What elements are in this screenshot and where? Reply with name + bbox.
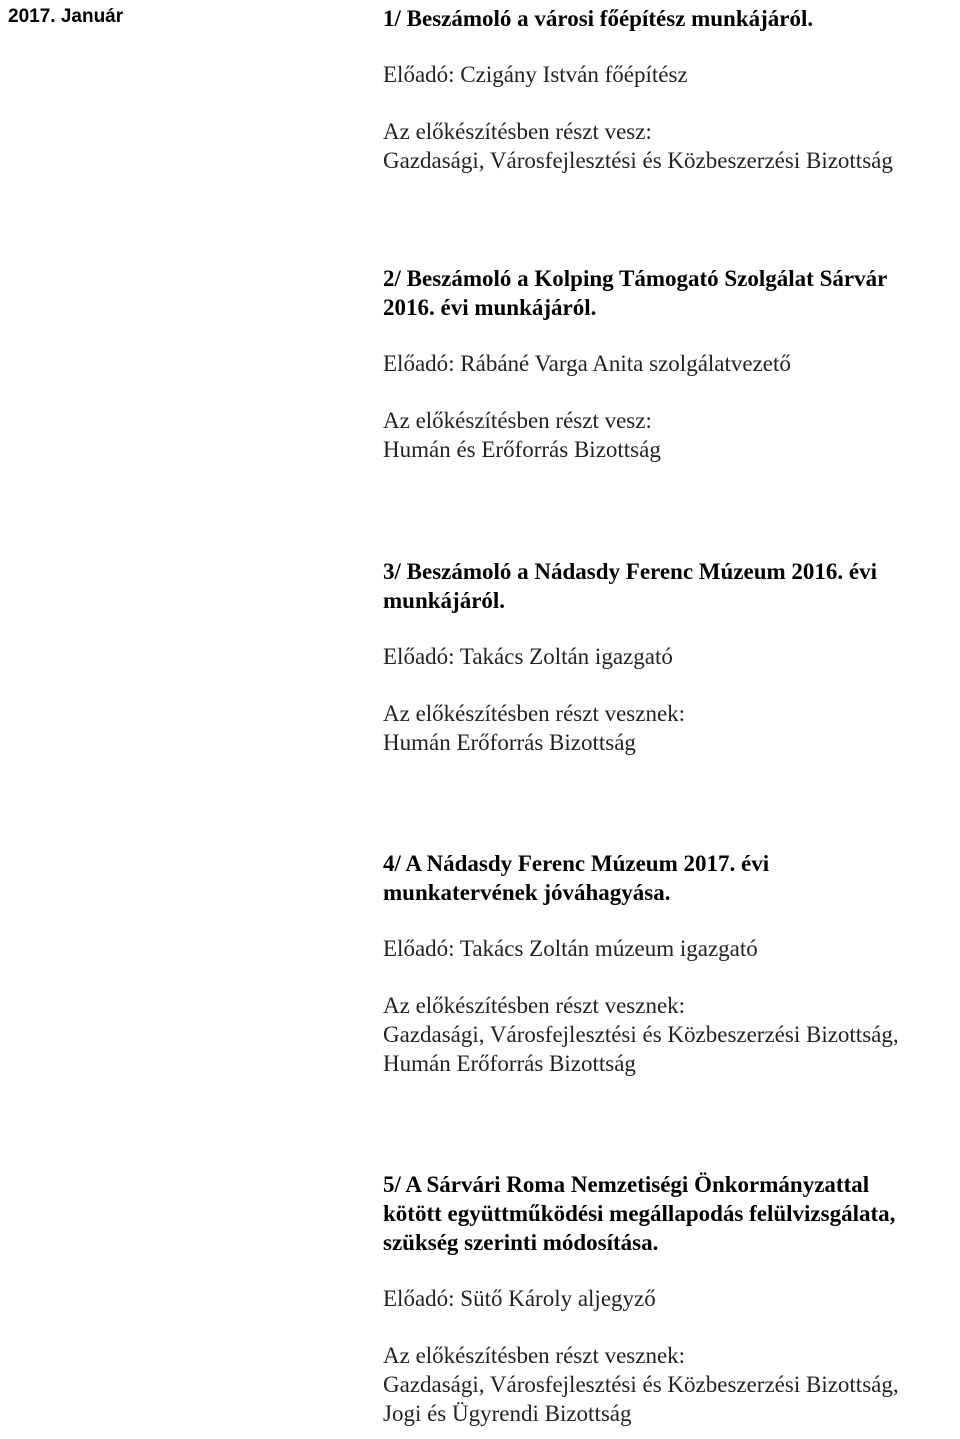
presenter: Előadó: Takács Zoltán igazgató	[383, 644, 673, 669]
agenda-item-4	[383, 849, 958, 1078]
agenda-item-title-line: 5/ A Sárvári Roma Nemzetiségi Önkormányzattal	[383, 1172, 870, 1197]
preparation-label: Az előkészítésben részt vesz:	[383, 408, 652, 433]
preparation-block	[383, 991, 958, 1078]
agenda-item-3	[383, 557, 958, 757]
preparation-block	[383, 1341, 958, 1428]
preparation-block	[383, 699, 958, 757]
presenter: Előadó: Takács Zoltán múzeum igazgató	[383, 936, 758, 961]
agenda-item-title-line: 2/ Beszámoló a Kolping Támogató Szolgálat Sárvár	[383, 266, 888, 291]
preparation-label: Az előkészítésben részt vesznek:	[383, 1343, 686, 1368]
presenter: Előadó: Sütő Károly aljegyző	[383, 1286, 656, 1311]
presenter: Előadó: Rábáné Varga Anita szolgálatvezető	[383, 351, 791, 376]
agenda-item-2	[383, 264, 958, 464]
preparation-block	[383, 117, 958, 175]
committee: Jogi és Ügyrendi Bizottság	[383, 1401, 632, 1426]
committee: Gazdasági, Városfejlesztési és Közbeszerzési Bizottság,	[383, 1372, 899, 1397]
agenda-item-title-line: munkájáról.	[383, 588, 506, 613]
agenda-item-title	[383, 1170, 958, 1257]
agenda-item-title	[383, 557, 958, 615]
agenda-item-title-line: 3/ Beszámoló a Nádasdy Ferenc Múzeum 2016. évi	[383, 559, 878, 584]
agenda-item-title-line: 1/ Beszámoló a városi főépítész munkájáról.	[383, 6, 814, 31]
agenda-item-title-line: szükség szerinti módosítása.	[383, 1230, 659, 1255]
agenda-item-title	[383, 849, 958, 907]
agenda-item-title-line: 2016. évi munkájáról.	[383, 295, 597, 320]
preparation-label: Az előkészítésben részt vesznek:	[383, 701, 686, 726]
committee: Humán Erőforrás Bizottság	[383, 730, 636, 755]
committee: Gazdasági, Városfejlesztési és Közbeszerzési Bizottság	[383, 148, 893, 173]
preparation-label: Az előkészítésben részt vesznek:	[383, 993, 686, 1018]
agenda-item-1	[383, 4, 958, 175]
agenda-item-5	[383, 1170, 958, 1428]
agenda-item-title-line: kötött együttműködési megállapodás felülvizsgálata,	[383, 1201, 896, 1226]
agenda-item-title	[383, 264, 958, 322]
agenda-item-title-line: 4/ A Nádasdy Ferenc Múzeum 2017. évi	[383, 851, 770, 876]
agenda-item-title	[383, 4, 958, 33]
committee: Humán és Erőforrás Bizottság	[383, 437, 661, 462]
month-heading: 2017. Január	[8, 6, 124, 27]
committee: Humán Erőforrás Bizottság	[383, 1051, 636, 1076]
committee: Gazdasági, Városfejlesztési és Közbeszerzési Bizottság,	[383, 1022, 899, 1047]
presenter: Előadó: Czigány István főépítész	[383, 62, 688, 87]
agenda-item-title-line: munkatervének jóváhagyása.	[383, 880, 671, 905]
preparation-label: Az előkészítésben részt vesz:	[383, 119, 652, 144]
preparation-block	[383, 406, 958, 464]
